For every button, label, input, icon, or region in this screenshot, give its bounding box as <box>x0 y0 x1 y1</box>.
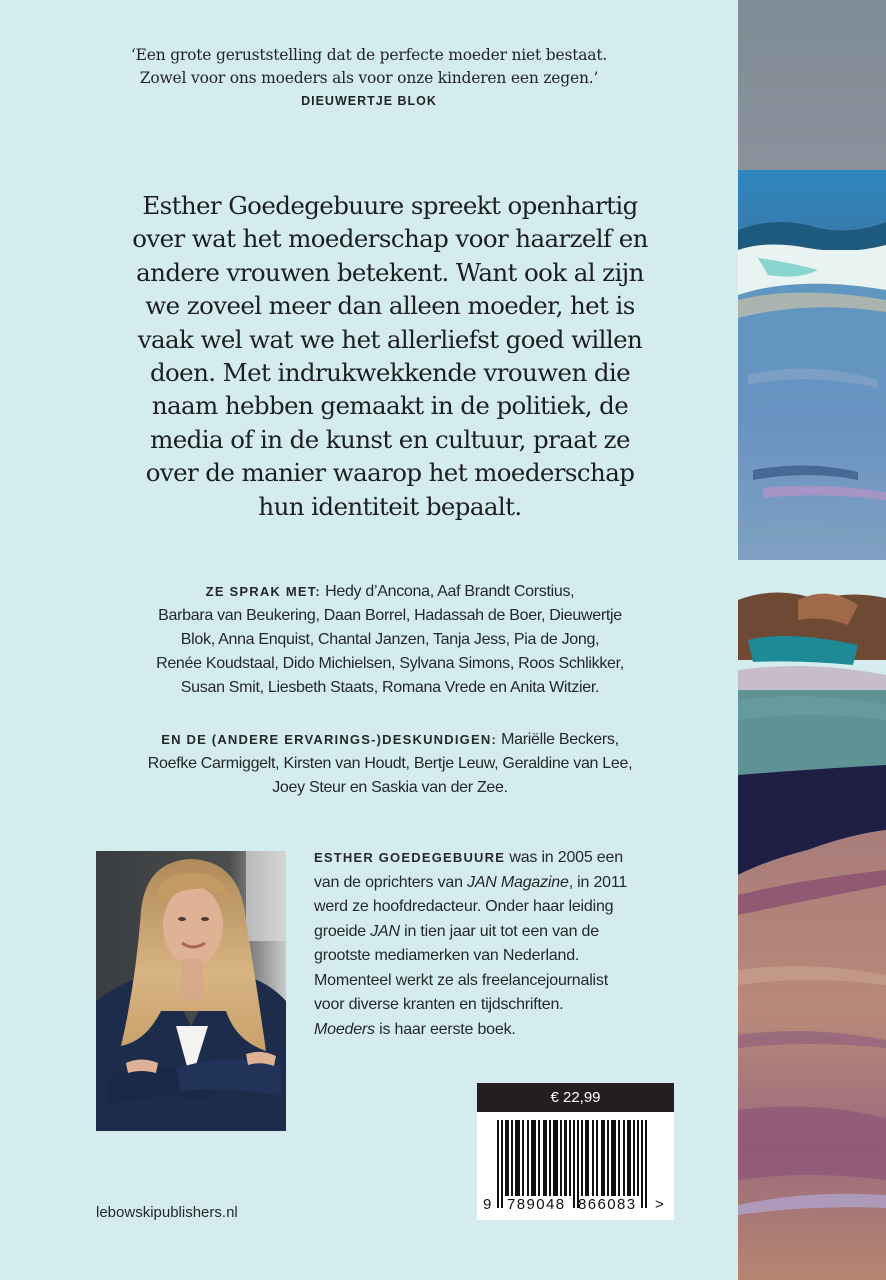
quote-line: ‘Een grote geruststelling dat de perfecte moeder niet bestaat. <box>130 46 608 64</box>
bio-line: werd ze hoofdredacteur. Onder haar leiding <box>314 898 614 915</box>
bio-line: grootste mediamerken van Nederland. <box>314 947 580 964</box>
isbn-group: 789048 <box>507 1196 566 1213</box>
price: € 22,99 <box>550 1089 601 1106</box>
bio-text: is haar eerste boek. <box>374 1020 516 1038</box>
bio-line: Momenteel werkt ze als freelancejournalist <box>314 971 608 989</box>
interviewees-list <box>90 580 690 700</box>
bio-text: was in 2005 een <box>505 849 623 866</box>
portrait-image <box>96 851 286 1131</box>
names-text: Hedy d’Ancona, Aaf Brandt Corstius, <box>325 583 575 600</box>
experts-list <box>90 728 690 800</box>
isbn-group: 866083 <box>578 1196 637 1213</box>
names-line <box>90 728 690 752</box>
publisher-website: lebowskipublishers.nl <box>96 1204 238 1221</box>
bio-line <box>314 920 714 945</box>
isbn-tail: > <box>655 1196 666 1213</box>
names-line: Renée Koudstaal, Dido Michielsen, Sylvana Simons, Roos Schlikker, <box>156 655 624 672</box>
quote-line: Zowel voor ons moeders als voor onze kinderen een zegen.’ <box>139 69 599 87</box>
names-text: Mariëlle Beckers, <box>501 731 619 748</box>
blurb-line: andere vrouwen betekent. Want ook al zijn <box>136 257 644 287</box>
blurb-line: doen. Met indrukwekkende vrouwen die <box>149 358 631 388</box>
blurb-line: Esther Goedegebuure spreekt openhartig <box>142 191 638 220</box>
bio-text: in tien jaar uit tot een van de <box>399 922 599 940</box>
author-photo <box>96 851 286 1131</box>
cover-painting-spine <box>738 0 886 1280</box>
experts-label: EN DE (ANDERE ERVARINGS-)DESKUNDIGEN: <box>161 732 497 747</box>
blurb-line: media of in de kunst en cultuur, praat ze <box>150 424 630 454</box>
bio-line <box>314 1018 714 1043</box>
barcode-icon <box>497 1120 657 1208</box>
names-line: Blok, Anna Enquist, Chantal Janzen, Tanja Jess, Pia de Jong, <box>180 631 600 648</box>
endorsement-quote <box>0 44 738 110</box>
bio-line <box>314 846 714 871</box>
names-line <box>90 580 690 604</box>
book-blurb <box>95 189 685 523</box>
blurb-line: we zoveel meer dan alleen moeder, het is <box>145 291 635 321</box>
barcode-label <box>477 1083 674 1220</box>
blurb-line: over de manier waarop het moederschap <box>145 458 635 488</box>
bio-text: van de oprichters van <box>314 873 468 891</box>
isbn-number <box>483 1196 669 1213</box>
blurb-line: naam hebben gemaakt in de politiek, de <box>151 391 629 421</box>
seascape-painting <box>738 0 886 1280</box>
author-bio <box>314 846 714 1042</box>
names-line: Joey Steur en Saskia van der Zee. <box>272 779 508 796</box>
book-title: Moeders <box>314 1020 375 1038</box>
interviewees-label: ZE SPRAK MET: <box>205 584 321 599</box>
names-line: Susan Smit, Liesbeth Staats, Romana Vrede en Anita Witzier. <box>180 679 600 696</box>
bio-line: voor diverse kranten en tijdschriften. <box>314 996 564 1013</box>
magazine-title: JAN Magazine <box>467 873 569 891</box>
price-tag <box>477 1083 674 1112</box>
names-line: Roefke Carmiggelt, Kirsten van Houdt, Bertje Leuw, Geraldine van Lee, <box>147 755 633 772</box>
isbn-lead: 9 <box>483 1196 493 1213</box>
magazine-title: JAN <box>370 922 400 940</box>
names-line: Barbara van Beukering, Daan Borrel, Hadassah de Boer, Dieuwertje <box>158 607 622 624</box>
blurb-line: hun identiteit bepaalt. <box>258 491 522 521</box>
author-name: ESTHER GOEDEGEBUURE <box>314 850 506 865</box>
blurb-line: vaak wel wat we het allerliefst goed willen <box>137 324 643 354</box>
quote-author: DIEUWERTJE BLOK <box>301 94 437 108</box>
bio-line <box>314 871 714 896</box>
bio-text: , in 2011 <box>568 873 628 891</box>
blurb-line: over wat het moederschap voor haarzelf en <box>132 224 648 254</box>
bio-text: groeide <box>314 922 371 940</box>
